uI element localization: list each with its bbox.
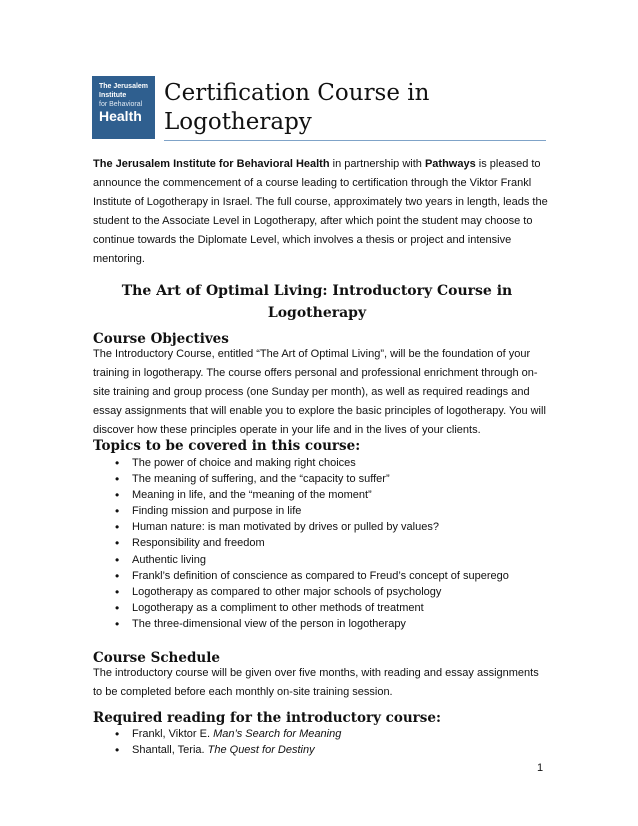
title-underline [164,140,546,141]
list-item: • Logotherapy as compared to other major schools of psychology [115,584,555,600]
objectives-body: The Introductory Course, entitled “The Art of Optimal Living”, will be the foundation of your training in logotherapy. The course offers personal and professional enrichment through on-site training and group process (one Sunday per month), as well as required readings and essay assignments that will enable you to explore the basic principles of logotherapy. You will discover how these principles operate in your life and in the lives of your clients. [93,348,546,436]
intro-text-1: in partnership with [329,158,425,170]
list-item: • Finding mission and purpose in life [115,503,555,519]
schedule-heading: Course Schedule [93,650,220,666]
list-item: • The power of choice and making right choices [115,455,555,471]
list-item: • Logotherapy as a compliment to other methods of treatment [115,600,555,616]
schedule-body: The introductory course will be given over five months, with reading and essay assignments to be completed before each monthly on-site training session. [93,667,539,698]
logo-line-2: Institute [99,92,127,99]
topics-heading: Topics to be covered in this course: [93,438,361,454]
list-item: • Human nature: is man motivated by drives or pulled by values? [115,519,555,535]
intro-paragraph [93,155,553,269]
reading-author: Frankl, Viktor E. [132,728,214,740]
reading-book-title: The Quest for Destiny [207,744,315,757]
logo-line-4: Health [99,108,142,124]
objectives-heading: Course Objectives [93,331,229,347]
logo-line-3: for Behavioral [99,101,143,108]
intro-text-2: is pleased to announce the commencement of a course leading to certification through the Viktor Frankl Institute of Logotherapy in Israel. The full course, approximately two years in length, leads the student to the Associate Level in Logotherapy, after which point the student may choose to continue towards the Diplomate Level, which involves a thesis or project and intensive mentoring. [93,158,548,265]
list-item: • Responsibility and freedom [115,535,555,551]
list-item [115,742,555,758]
reading-list [115,726,555,758]
reading-author: Shantall, Teria. [132,744,208,757]
list-item: • Frankl’s definition of conscience as compared to Freud’s concept of superego [115,568,555,584]
reading-heading: Required reading for the introductory course: [93,710,441,726]
title-line-2: Logotherapy [164,109,312,135]
institute-logo [92,76,155,139]
list-item: • The three-dimensional view of the person in logotherapy [115,616,555,632]
list-item: • Authentic living [115,552,555,568]
page-number: 1 [537,762,544,774]
course-subtitle: The Art of Optimal Living: Introductory Course in Logotherapy [121,283,513,321]
document-title [164,79,544,137]
title-line-1: Certification Course in [164,80,430,106]
intro-partner-name: Pathways [424,158,476,170]
topics-list [115,455,555,632]
logo-line-1: The Jerusalem [99,83,149,90]
list-item [115,726,555,742]
list-item: • The meaning of suffering, and the “capacity to suffer” [115,471,555,487]
list-item: • Meaning in life, and the “meaning of the moment” [115,487,555,503]
intro-org-name: The Jerusalem Institute for Behavioral Health [93,158,330,170]
reading-book-title: Man’s Search for Meaning [213,728,342,740]
